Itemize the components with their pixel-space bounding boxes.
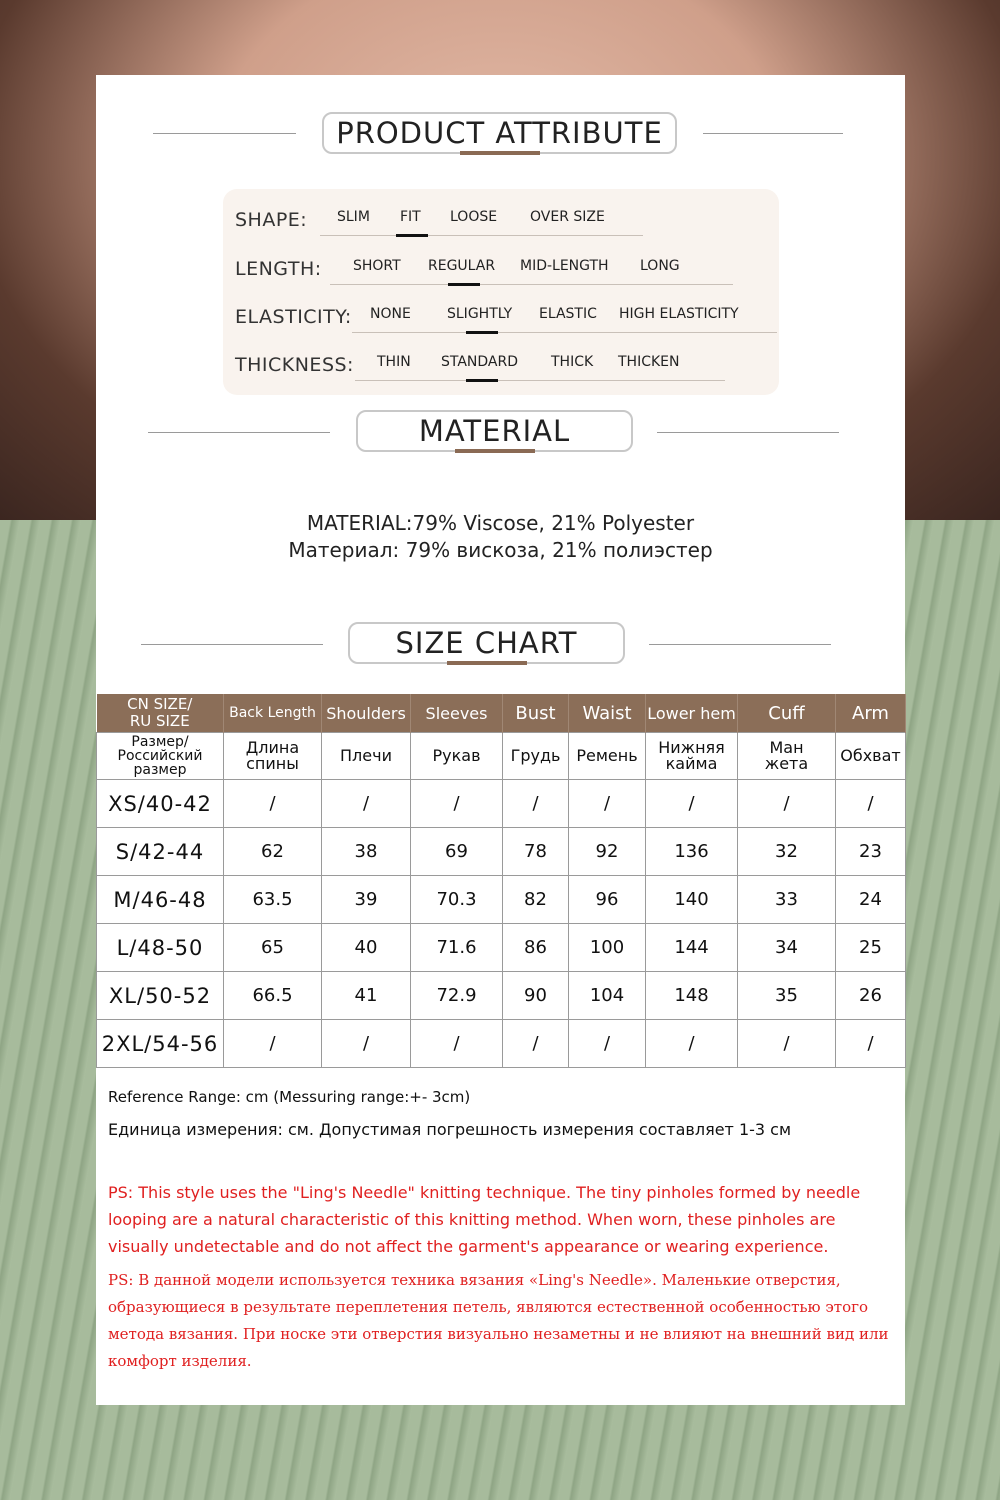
material-title: [356, 410, 633, 452]
table-row: [97, 972, 906, 1020]
attr-option: LOOSE: [450, 209, 498, 225]
table-cell: /: [224, 1020, 322, 1068]
table-cell: 70.3: [411, 876, 503, 924]
table-cell: 144: [646, 924, 738, 972]
material-line-ru: Материал: 79% вискоза, 21% полиэстер: [288, 538, 713, 562]
table-cell: 104: [569, 972, 646, 1020]
table-cell: 25: [836, 924, 906, 972]
column-header: Shoulders: [322, 694, 411, 733]
divider-right: [649, 644, 831, 645]
table-cell: /: [646, 1020, 738, 1068]
divider-left: [148, 432, 330, 433]
attr-selected-marker: [448, 283, 480, 286]
attr-option-selected: SLIGHTLY: [447, 306, 513, 322]
table-cell: 63.5: [224, 876, 322, 924]
table-cell: /: [569, 780, 646, 828]
attr-row-shape: [235, 203, 775, 243]
note-ps-ru: PS: В данной модели используется техника вязания «Ling's Needle». Маленькие отверстия, образующиеся в результате переплетения петель, являются естественной особенностью этого метода вязания. При носке эти отверстия визуально незаметны и не влияют на внешний вид или комфорт изделия.: [108, 1271, 889, 1370]
table-cell: 96: [569, 876, 646, 924]
attr-option: HIGH ELASTICITY: [619, 306, 739, 322]
attr-option: ELASTIC: [539, 306, 597, 322]
table-cell: /: [836, 1020, 906, 1068]
table-cell: Ремень: [569, 733, 646, 780]
table-cell: 69: [411, 828, 503, 876]
reference-range-ru: Единица измерения: см. Допустимая погрешность измерения составляет 1-3 см: [108, 1120, 792, 1139]
note-ps-en: PS: This style uses the "Ling's Needle" knitting technique. The tiny pinholes formed by needle looping are a natural characteristic of this knitting method. When worn, these pinholes are visually undetectable and do not affect the garment's appearance or wearing experience.: [108, 1183, 861, 1256]
reference-range-en: Reference Range: cm (Messuring range:+- 3cm): [108, 1088, 471, 1106]
table-cell: 23: [836, 828, 906, 876]
table-cell: Размер/ Российский размер: [97, 733, 224, 780]
attr-selected-marker: [466, 331, 498, 334]
column-header: Bust: [503, 694, 569, 733]
table-cell: 92: [569, 828, 646, 876]
attr-option: LONG: [640, 258, 680, 274]
size-label-cell: XS/40-42: [97, 780, 224, 828]
attr-row-thickness: [235, 348, 775, 388]
attr-label: SHAPE:: [235, 209, 308, 231]
size-label-cell: XL/50-52: [97, 972, 224, 1020]
table-cell: /: [224, 780, 322, 828]
table-cell: /: [738, 780, 836, 828]
table-cell: 39: [322, 876, 411, 924]
table-cell: 65: [224, 924, 322, 972]
title-underline: [460, 151, 540, 155]
table-cell: Обхват: [836, 733, 906, 780]
table-cell: /: [411, 780, 503, 828]
table-cell: 38: [322, 828, 411, 876]
table-cell: 34: [738, 924, 836, 972]
table-cell: 72.9: [411, 972, 503, 1020]
table-cell: Рукав: [411, 733, 503, 780]
table-cell: 26: [836, 972, 906, 1020]
info-panel: [96, 75, 905, 1405]
table-cell: 32: [738, 828, 836, 876]
attr-row-elasticity: [235, 300, 775, 340]
table-row: [97, 924, 906, 972]
table-cell: 41: [322, 972, 411, 1020]
divider-right: [703, 133, 843, 134]
attr-option: SHORT: [353, 258, 401, 274]
size-label-cell: S/42-44: [97, 828, 224, 876]
table-cell: 86: [503, 924, 569, 972]
table-cell: /: [503, 780, 569, 828]
attribute-box: [223, 189, 779, 395]
table-cell: Ман жета: [738, 733, 836, 780]
attr-option: NONE: [370, 306, 411, 322]
divider-left: [141, 644, 323, 645]
attr-option: THICK: [551, 354, 594, 370]
table-cell: /: [738, 1020, 836, 1068]
size-chart-table: [96, 694, 906, 1068]
product-attribute-title: [322, 112, 677, 154]
attr-label: LENGTH:: [235, 258, 322, 280]
divider-left: [153, 133, 296, 134]
table-cell: 24: [836, 876, 906, 924]
table-cell: Плечи: [322, 733, 411, 780]
attr-baseline: [320, 235, 643, 236]
table-cell: 40: [322, 924, 411, 972]
table-cell: 78: [503, 828, 569, 876]
table-cell: /: [503, 1020, 569, 1068]
title-underline: [447, 661, 527, 665]
table-cell: /: [411, 1020, 503, 1068]
material-title-text: MATERIAL: [418, 414, 571, 448]
table-cell: /: [322, 1020, 411, 1068]
table-header-row: [97, 694, 906, 733]
table-row: [97, 828, 906, 876]
size-chart-title-text: SIZE CHART: [395, 626, 578, 660]
attr-option-selected: FIT: [400, 209, 421, 225]
size-label-cell: L/48-50: [97, 924, 224, 972]
table-row-ru-headers: [97, 733, 906, 780]
table-cell: 100: [569, 924, 646, 972]
table-cell: 62: [224, 828, 322, 876]
table-cell: Грудь: [503, 733, 569, 780]
table-cell: Нижняя кайма: [646, 733, 738, 780]
attr-option: THIN: [377, 354, 411, 370]
title-underline: [455, 449, 535, 453]
attr-option: MID-LENGTH: [520, 258, 609, 274]
table-cell: 90: [503, 972, 569, 1020]
attr-option-selected: REGULAR: [428, 258, 496, 274]
attr-row-length: [235, 252, 775, 292]
size-label-cell: 2XL/54-56: [97, 1020, 224, 1068]
column-header: Cuff: [738, 694, 836, 733]
table-cell: 33: [738, 876, 836, 924]
table-cell: Длина спины: [224, 733, 322, 780]
attr-selected-marker: [396, 234, 428, 237]
attr-option-selected: STANDARD: [441, 354, 519, 370]
table-cell: 66.5: [224, 972, 322, 1020]
column-header: Lower hem: [646, 694, 738, 733]
attr-option: OVER SIZE: [530, 209, 605, 225]
table-cell: /: [569, 1020, 646, 1068]
column-header: CN SIZE/ RU SIZE: [97, 694, 224, 733]
table-cell: 140: [646, 876, 738, 924]
attr-label: ELASTICITY:: [235, 306, 352, 328]
table-cell: 71.6: [411, 924, 503, 972]
table-cell: /: [322, 780, 411, 828]
attr-baseline: [352, 332, 777, 333]
column-header: Arm: [836, 694, 906, 733]
attr-selected-marker: [466, 379, 498, 382]
table-cell: 148: [646, 972, 738, 1020]
table-cell: 136: [646, 828, 738, 876]
table-cell: 35: [738, 972, 836, 1020]
attr-option: SLIM: [337, 209, 370, 225]
attr-option: THICKEN: [618, 354, 680, 370]
column-header: Sleeves: [411, 694, 503, 733]
table-row: [97, 876, 906, 924]
table-cell: 82: [503, 876, 569, 924]
column-header: Back Length: [224, 694, 322, 733]
table-cell: /: [836, 780, 906, 828]
attr-baseline: [330, 284, 733, 285]
attr-baseline: [355, 380, 725, 381]
table-row: [97, 780, 906, 828]
attr-label: THICKNESS:: [235, 354, 354, 376]
material-line-en: MATERIAL:79% Viscose, 21% Polyester: [306, 511, 695, 535]
column-header: Waist: [569, 694, 646, 733]
table-cell: /: [646, 780, 738, 828]
product-attribute-title-text: PRODUCT ATTRIBUTE: [336, 116, 663, 150]
divider-right: [657, 432, 839, 433]
size-chart-title: [348, 622, 625, 664]
table-row: [97, 1020, 906, 1068]
size-label-cell: M/46-48: [97, 876, 224, 924]
